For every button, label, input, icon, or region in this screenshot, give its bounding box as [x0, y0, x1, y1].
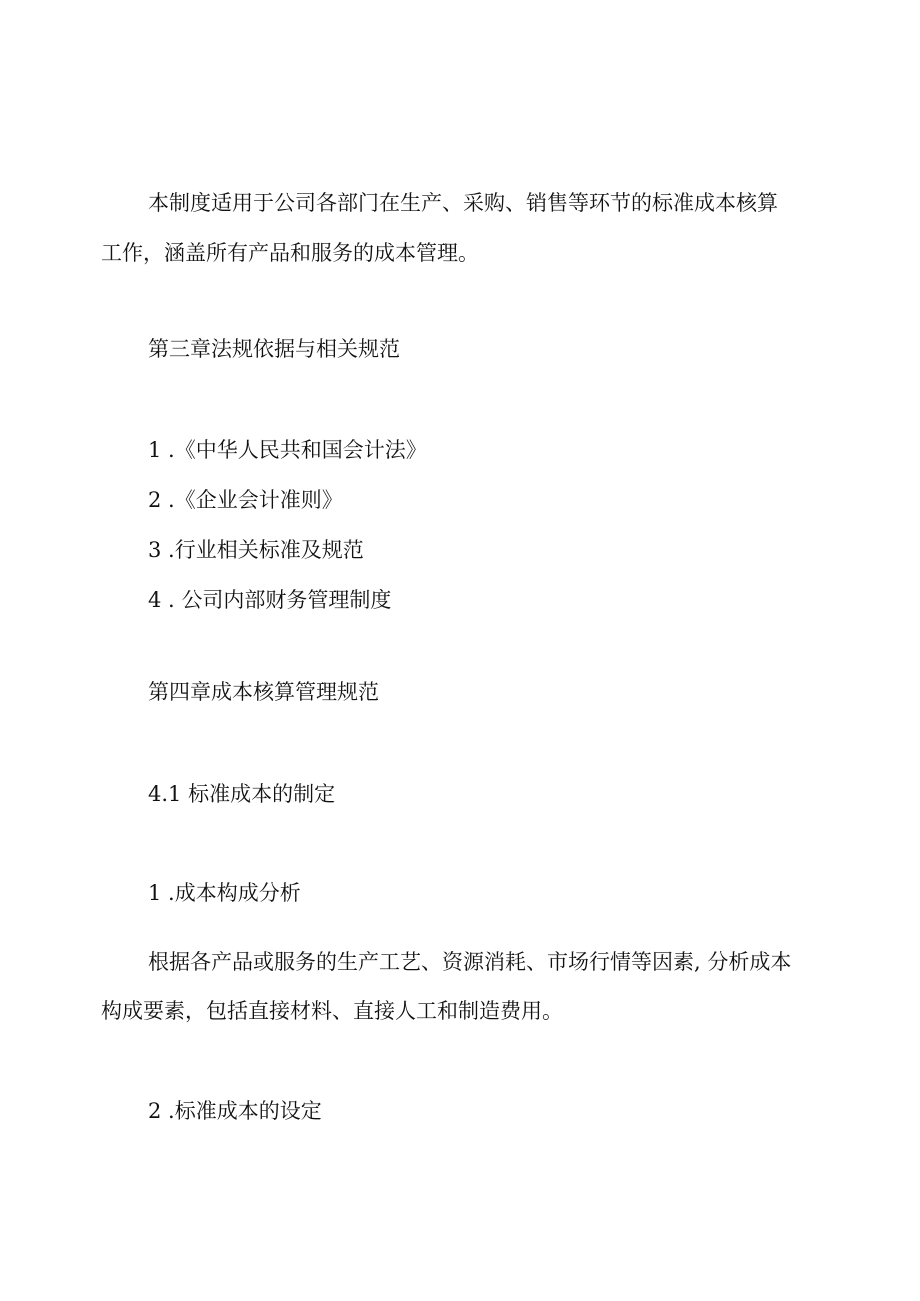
regulation-list-item: 2 .《企业会计准则》 [148, 488, 343, 512]
subsection-2-heading: 2 .标准成本的设定 [148, 1099, 322, 1123]
cost-analysis-paragraph-line-1: 根据各产品或服务的生产工艺、资源消耗、市场行情等因素, 分析成本 [148, 950, 792, 974]
chapter-4-heading: 第四章成本核算管理规范 [148, 680, 379, 704]
scope-paragraph-line-1: 本制度适用于公司各部门在生产、采购、销售等环节的标准成本核算 [148, 191, 778, 215]
section-4-1-heading: 4.1 标准成本的制定 [148, 782, 336, 806]
scope-paragraph-line-2: 工作，涵盖所有产品和服务的成本管理。 [101, 241, 479, 265]
cost-analysis-paragraph-line-2: 构成要素，包括直接材料、直接人工和制造费用。 [101, 999, 563, 1023]
regulation-list-item: 1 .《中华人民共和国会计法》 [148, 438, 427, 462]
regulation-list-item: 4 . 公司内部财务管理制度 [148, 588, 392, 612]
subsection-1-heading: 1 .成本构成分析 [148, 881, 301, 905]
regulation-list-item: 3 .行业相关标准及规范 [148, 538, 364, 562]
chapter-3-heading: 第三章法规依据与相关规范 [148, 337, 400, 361]
